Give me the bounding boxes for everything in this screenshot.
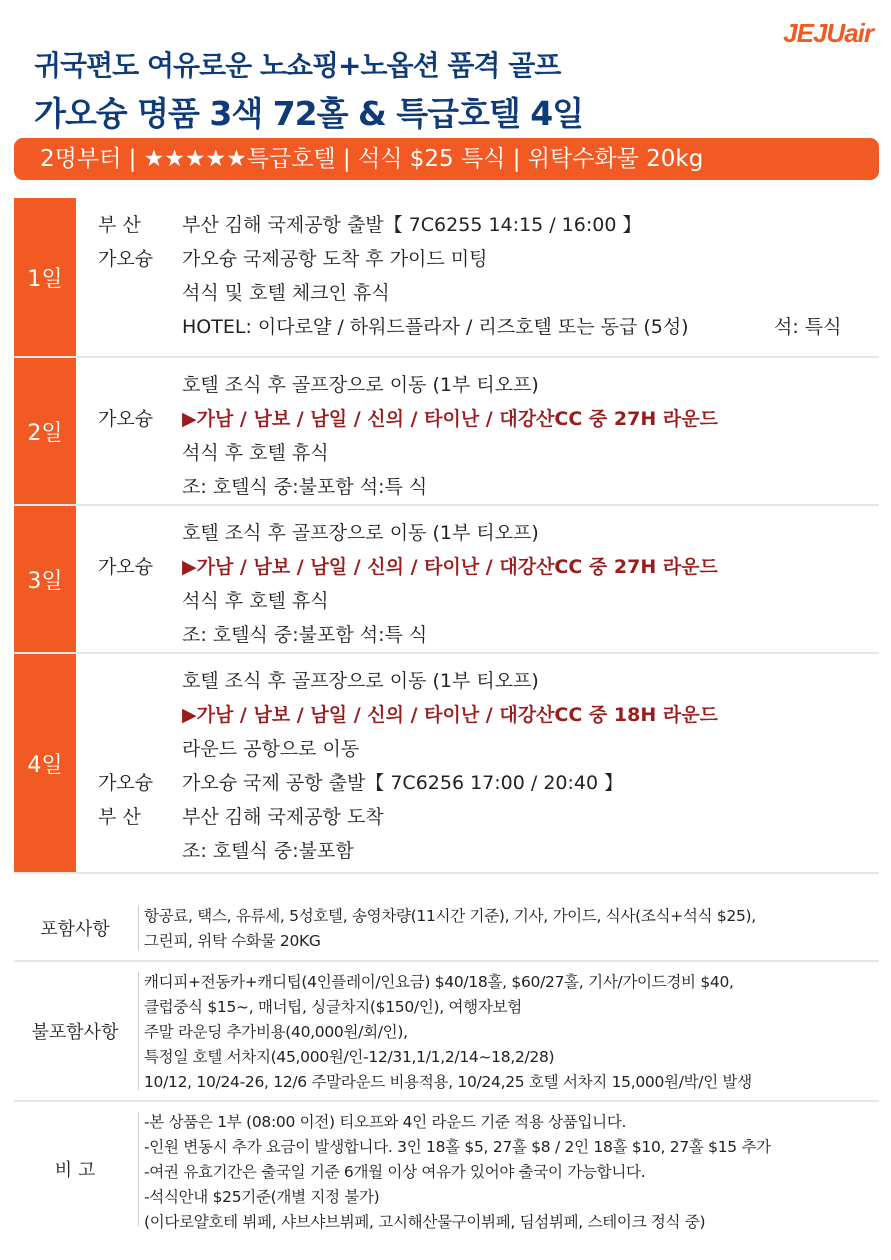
schedule-text: 호텔 조식 후 골프장으로 이동 (1부 티오프) xyxy=(182,670,539,692)
day-label: 3일 xyxy=(14,506,76,652)
info-line: 10/12, 10/24-26, 12/6 주말라운드 비용적용, 10/24,25 호텔 서차지 15,000원/박/인 발생 xyxy=(144,1073,752,1091)
info-label: 불포함사항 xyxy=(31,1022,119,1043)
info-line: 그린피, 위탁 수화물 20KG xyxy=(144,932,321,950)
title-line-1: 귀국편도 여유로운 노쇼핑+노옵션 품격 골프 xyxy=(34,49,561,82)
divider xyxy=(138,972,139,1090)
location-label: 부 산 xyxy=(98,214,141,236)
day-1-row xyxy=(14,198,879,358)
day-label: 1일 xyxy=(14,198,76,356)
schedule-text: 부산 김해 국제공항 출발【 7C6255 14:15 / 16:00 】 xyxy=(182,214,642,236)
schedule-text: 석식 후 호텔 휴식 xyxy=(182,442,329,464)
info-line: 캐디피+전동카+캐디팁(4인플레이/인요금) $40/18홀, $60/27홀, 기사/가이드경비 $40, xyxy=(144,973,734,991)
location-label: 가오슝 xyxy=(98,556,154,578)
schedule-text: 가오슝 국제공항 도착 후 가이드 미팅 xyxy=(182,248,488,270)
location-label: 가오슝 xyxy=(98,772,154,794)
info-line: -석식안내 $25기준(개별 지정 불가) xyxy=(144,1188,380,1206)
schedule-text: 호텔 조식 후 골프장으로 이동 (1부 티오프) xyxy=(182,522,539,544)
info-line: -인원 변동시 추가 요금이 발생합니다. 3인 18홀 $5, 27홀 $8 / 2인 18홀 $10, 27홀 $15 추가 xyxy=(144,1138,771,1156)
location-label: 가오슝 xyxy=(98,248,154,270)
day-label: 4일 xyxy=(14,654,76,872)
highlight-banner: 2명부터 | ★★★★★특급호텔 | 석식 $25 특식 | 위탁수화물 20kg xyxy=(14,138,879,180)
golf-course-line: ▶가남 / 남보 / 남일 / 신의 / 타이난 / 대강산CC 중 27H 라운드 xyxy=(182,556,718,578)
day-4-row xyxy=(14,654,879,874)
schedule-text: 부산 김해 국제공항 도착 xyxy=(182,806,384,828)
info-line: -본 상품은 1부 (08:00 이전) 티오프와 4인 라운드 기준 적용 상품입니다. xyxy=(144,1113,627,1131)
divider xyxy=(138,906,139,950)
schedule-text: 가오슝 국제 공항 출발【 7C6256 17:00 / 20:40 】 xyxy=(182,772,624,794)
info-label: 포함사항 xyxy=(40,919,110,940)
info-line: -여권 유효기간은 출국일 기준 6개월 이상 여유가 있어야 출국이 가능합니다. xyxy=(144,1163,646,1181)
golf-course-line: ▶가남 / 남보 / 남일 / 신의 / 타이난 / 대강산CC 중 27H 라운드 xyxy=(182,408,718,430)
schedule-text: 석식 후 호텔 휴식 xyxy=(182,590,329,612)
title-line-2: 가오슝 명품 3색 72홀 & 특급호텔 4일 xyxy=(34,94,584,133)
info-line: 클럽중식 $15~, 매너팁, 싱글차지($150/인), 여행자보험 xyxy=(144,998,522,1016)
day-label: 2일 xyxy=(14,358,76,504)
info-line: 항공료, 택스, 유류세, 5성호텔, 송영차량(11시간 기준), 기사, 가이드, 식사(조식+석식 $25), xyxy=(144,907,756,925)
schedule-text: 조: 호텔식 중:불포함 석:특 식 xyxy=(182,624,428,646)
info-text xyxy=(144,970,752,1095)
info-text xyxy=(144,1110,771,1235)
day-2-row xyxy=(14,358,879,506)
info-line: (이다로얄호테 뷔페, 샤브샤브뷔페, 고시해산물구이뷔페, 딤섬뷔페, 스테이크 정식 중) xyxy=(144,1213,706,1231)
divider xyxy=(138,1112,139,1226)
schedule-text: HOTEL: 이다로얄 / 하워드플라자 / 리즈호텔 또는 동급 (5성) xyxy=(182,316,689,338)
meal-info: 석: 특식 xyxy=(774,316,842,338)
info-label: 비 고 xyxy=(54,1160,96,1181)
info-row xyxy=(14,1102,879,1236)
info-table xyxy=(14,896,879,1236)
location-label: 가오슝 xyxy=(98,408,154,430)
jejuair-logo: JEJUair xyxy=(783,18,873,48)
schedule-text: 조: 호텔식 중:불포함 석:특 식 xyxy=(182,476,428,498)
info-row xyxy=(14,962,879,1102)
info-line: 주말 라운딩 추가비용(40,000원/회/인), xyxy=(144,1023,408,1041)
info-row xyxy=(14,896,879,962)
itinerary-schedule xyxy=(14,198,879,874)
day-3-row xyxy=(14,506,879,654)
golf-course-line: ▶가남 / 남보 / 남일 / 신의 / 타이난 / 대강산CC 중 18H 라운드 xyxy=(182,704,718,726)
schedule-text: 석식 및 호텔 체크인 휴식 xyxy=(182,282,390,304)
info-line: 특정일 호텔 서차지(45,000원/인-12/31,1/1,2/14~18,2/28) xyxy=(144,1048,555,1066)
location-label: 부 산 xyxy=(98,806,141,828)
schedule-text: 조: 호텔식 중:불포함 xyxy=(182,840,354,862)
schedule-text: 호텔 조식 후 골프장으로 이동 (1부 티오프) xyxy=(182,374,539,396)
schedule-text: 라운드 공항으로 이동 xyxy=(182,738,360,760)
info-text xyxy=(144,904,756,954)
